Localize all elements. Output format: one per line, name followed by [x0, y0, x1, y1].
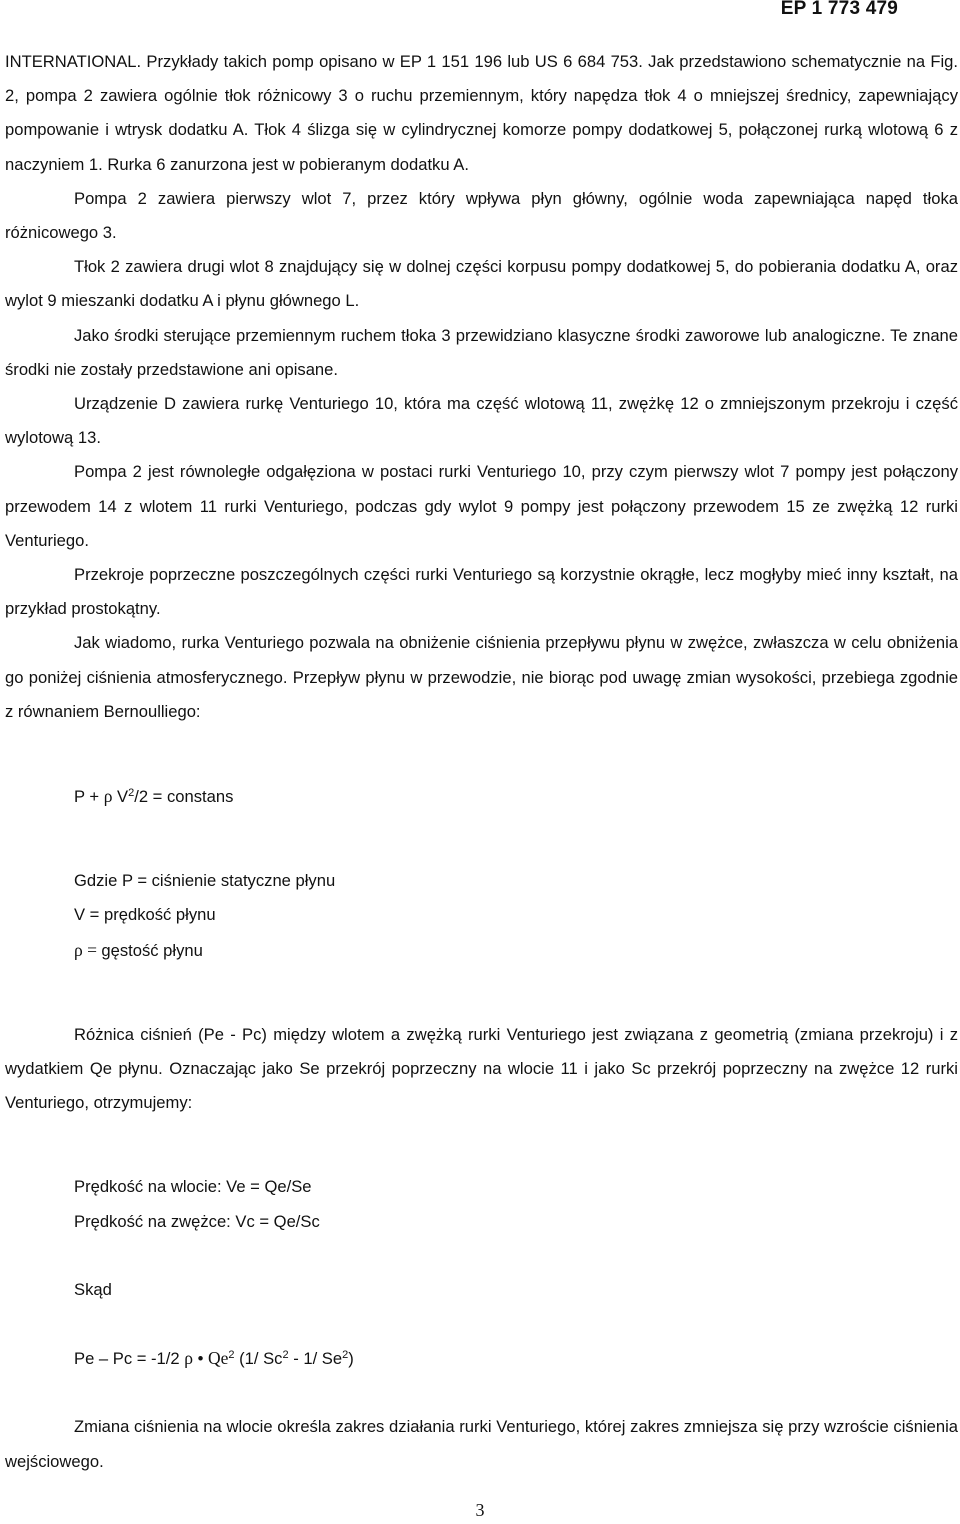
eq-text: P +	[74, 787, 104, 807]
document-body	[5, 45, 958, 1479]
paragraph: Pompa 2 jest równoległe odgałęziona w postaci rurki Venturiego 10, przy czym pierwszy wlot 7 pompy jest połączony przewodem 14 z wlotem 11 rurki Venturiego, podczas gdy wylot 9 pompy jest połączony przewodem 15 ze zwężką 12 rurki Venturiego.	[5, 462, 958, 550]
eq-text: =	[82, 939, 102, 960]
paragraph: Różnica ciśnień (Pe - Pc) między wlotem a zwężką rurki Venturiego jest związana z geometrią (zmiana przekroju) i z wydatkiem Qe płynu. Oznaczając jako Se przekrój poprzeczny na wlocie 11 i jako Sc przekrój poprzeczny na zwężce 12 rurki Venturiego, otrzymujemy:	[5, 1024, 958, 1113]
eq-text: Pe – Pc = -1/2	[74, 1349, 185, 1369]
throat-velocity-equation: Prędkość na zwężce: Vc = Qe/Sc	[74, 1211, 320, 1231]
eq-text: Qe	[208, 1348, 229, 1369]
rho-symbol: ρ	[184, 1348, 193, 1369]
spacer	[5, 1307, 958, 1341]
bernoulli-equation	[74, 779, 958, 814]
spacer	[5, 968, 958, 1018]
spacer	[5, 729, 958, 779]
rho-symbol: ρ	[103, 786, 113, 807]
skad-label: Skąd	[74, 1279, 112, 1299]
superscript: 2	[282, 1349, 289, 1362]
eq-text: V	[112, 787, 129, 807]
inlet-velocity-equation: Prędkość na wlocie: Ve = Qe/Se	[74, 1177, 312, 1197]
paragraph: Urządzenie D zawiera rurkę Venturiego 10, która ma część wlotową 11, zwężkę 12 o zmniejszonym przekroju i część wylotową 13.	[5, 394, 958, 448]
spacer	[5, 1376, 958, 1410]
paragraph: Tłok 2 zawiera drugi wlot 8 znajdujący się w dolnej części korpusu pompy dodatkowej 5, do pobierania dodatku A, oraz wylot 9 mieszanki dodatku A i płynu głównego L.	[5, 257, 958, 311]
paragraph: Jako środki sterujące przemiennym ruchem tłoka 3 przewidziano klasyczne środki zaworowe lub analogiczne. Te znane środki nie zostały przedstawione ani opisane.	[5, 325, 958, 379]
definition-v: V = prędkość płynu	[74, 905, 216, 925]
eq-text: gęstość płynu	[101, 940, 203, 960]
document-number: EP 1 773 479	[780, 0, 898, 19]
rho-symbol: ρ	[74, 939, 83, 960]
eq-text: )	[348, 1349, 354, 1369]
spacer	[5, 1120, 958, 1170]
dot-operator: •	[192, 1349, 208, 1369]
definition-p: Gdzie P = ciśnienie statyczne płynu	[74, 871, 336, 891]
spacer	[5, 1239, 958, 1273]
eq-text: - 1/ Se	[288, 1349, 343, 1369]
superscript: 2	[228, 1349, 235, 1362]
paragraph: Pompa 2 zawiera pierwszy wlot 7, przez który wpływa płyn główny, ogólnie woda zapewniająca napęd tłoka różnicowego 3.	[5, 188, 958, 243]
eq-text: (1/ Sc	[234, 1349, 283, 1369]
pressure-difference-equation	[74, 1341, 958, 1376]
paragraph: Przekroje poprzeczne poszczególnych części rurki Venturiego są korzystnie okrągłe, lecz mogłyby mieć inny kształt, na przykład prostokątny.	[5, 565, 958, 619]
paragraph: Zmiana ciśnienia na wlocie określa zakres działania rurki Venturiego, której zakres zmniejsza się przy wzroście ciśnienia wejściowego.	[5, 1417, 958, 1471]
superscript: 2	[342, 1349, 349, 1362]
paragraph: Jak wiadomo, rurka Venturiego pozwala na obniżenie ciśnienia przepływu płynu w zwężce, zwłaszcza w celu obniżenia go poniżej ciśnienia atmosferycznego. Przepływ płynu w przewodzie, nie biorąc pod uwagę zmian wysokości, przebiega zgodnie z równaniem Bernoulliego:	[5, 633, 958, 721]
paragraph: INTERNATIONAL. Przykłady takich pomp opisano w EP 1 151 196 lub US 6 684 753. Jak przedstawiono schematycznie na Fig. 2, pompa 2 zawiera ogólnie tłok różnicowy 3 o ruchu przemiennym, który napędza tłok 4 o mniejszej średnicy, zapewniający pompowanie i wtrysk dodatku A. Tłok 4 ślizga się w cylindrycznej komorze pompy dodatkowej 5, połączonej rurką wlotową 6 z naczyniem 1. Rurka 6 zanurzona jest w pobieranym dodatku A.	[5, 52, 958, 174]
spacer	[5, 814, 958, 864]
eq-text: /2 = constans	[134, 787, 234, 807]
page-number: 3	[475, 1500, 485, 1520]
superscript: 2	[128, 787, 135, 800]
definition-rho	[74, 933, 958, 968]
